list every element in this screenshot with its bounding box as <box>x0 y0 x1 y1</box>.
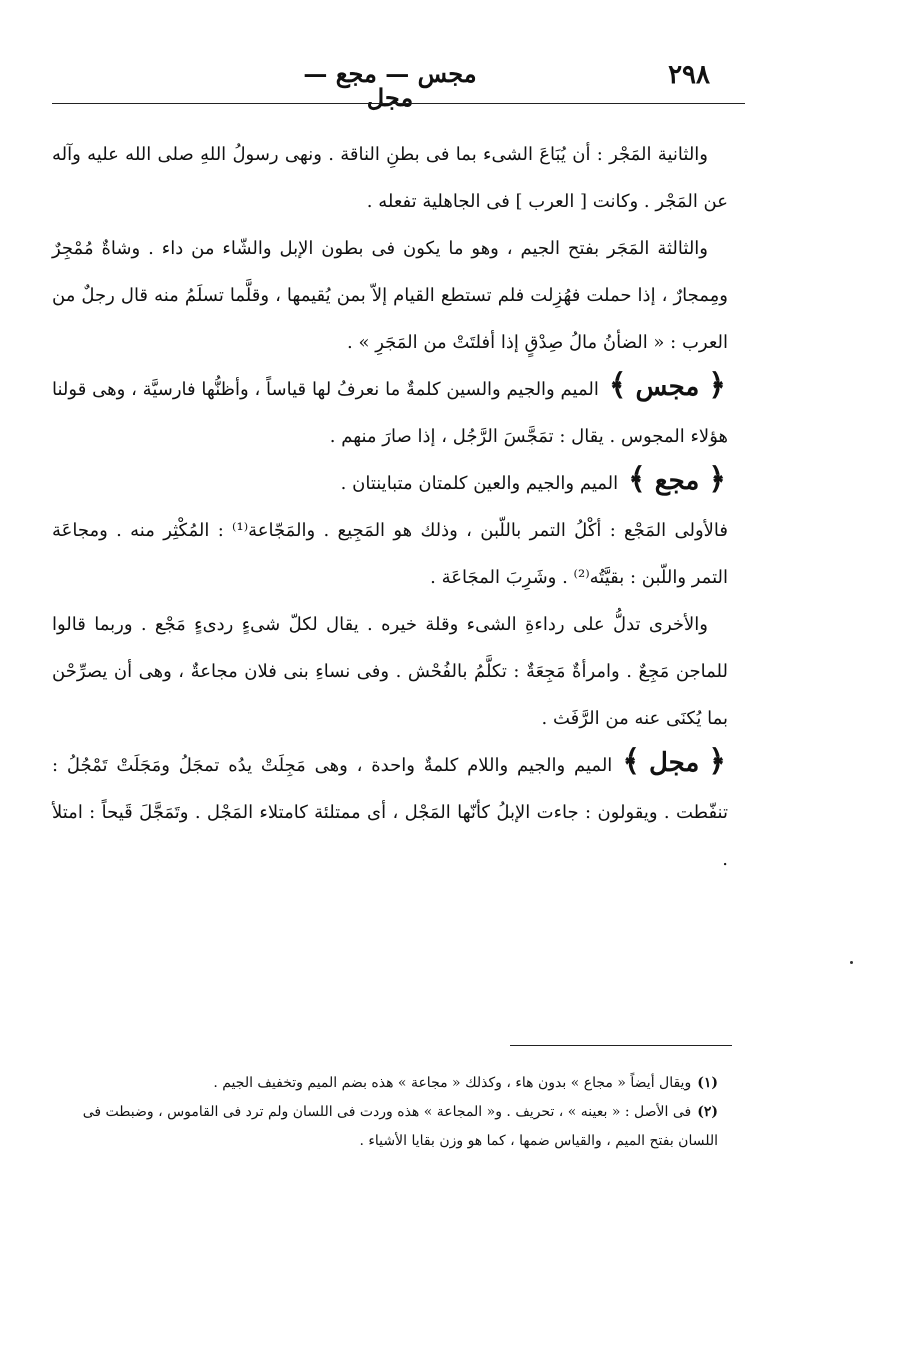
entry-mjs <box>52 366 728 460</box>
header-rule <box>52 103 745 104</box>
entry-headword: ﴿ مجل ﴾ <box>622 744 726 779</box>
footnote <box>52 1098 718 1156</box>
paragraph-text: والثالثة المَجَر بفتح الجيم ، وهو ما يكون فى بطون الإبل والشّاء من داء . وشاةٌ مُمْجِرٌ ومِمجارٌ ، إذا حملت فهُزِلت فلم تستطع القيام إلاّ بمن يُقيمها ، وقلَّما تسلَمُ منه قال رجلٌ من العرب : « الضأنُ مالُ صِدْقٍ إذا أفلتَتْ من المَجَرِ » . <box>52 238 728 353</box>
running-head: مجس — مجع — مجل <box>303 59 477 112</box>
entry-text: الميم والجيم والعين كلمتان متباينتان . <box>340 473 619 494</box>
paragraph-third-meaning <box>52 131 728 225</box>
paragraph-fourth-meaning <box>52 225 728 366</box>
paragraph-second-sense <box>52 601 728 742</box>
ink-speck <box>850 961 853 964</box>
entry-text: الميم والجيم واللام كلمةٌ واحدة ، وهى مَجِلَتْ يدُه تمجَلُ ومَجَلَتْ تَمْجُلُ : تنفّطت . ويقولون : جاءت الإبلُ كأنّها المَجْل ، أى ممتلئة كامتلاء المَجْل . وتَمَجَّلَ قَيحاً : امتلأ . <box>52 755 728 870</box>
entry-mje <box>52 460 728 507</box>
footnote-text: ويقال أيضاً « مجاع » بدون هاء ، وكذلك « مجاعة » هذه بضم الميم وتخفيف الجيم . <box>213 1075 692 1091</box>
entry-text: الميم والجيم والسين كلمةٌ ما نعرفُ لها قياساً ، وأظنُّها فارسيَّة ، وهى قولنا هؤلاء المجوس . يقال : تمَجَّسَ الرَّجُل ، إذا صارَ منهم . <box>52 379 728 447</box>
paragraph-text: والأخرى تدلُّ على رداءةِ الشىء وقلة خيره . يقال لكلّ شىءٍ ردىءٍ مَجْع . وربما قالوا للماجن مَجِعٌ . وامرأةٌ مَجِعَةٌ : تكلَّمُ بالفُحْش . وفى نساءِ بنى فلان مجاعةٌ ، وهى أن يصرِّحْن بما يُكنَى عنه من الرَّفَث . <box>52 614 728 729</box>
page-number: ٢٩٨ <box>668 60 710 90</box>
entry-headword: ﴿ مجع ﴾ <box>628 462 726 497</box>
footnote-rule <box>510 1045 732 1046</box>
paragraph-text: والثانية المَجْر : أن يُبَاعَ الشىء بما فى بطنِ الناقة . ونهى رسولُ اللهِ صلى الله عليه وآله عن المَجْر . وكانت [ العرب ] فى الجاهلية تفعله . <box>52 144 728 212</box>
entry-mjl <box>52 742 728 883</box>
footnote-marker: (١) <box>697 1075 718 1091</box>
footnote-text: فى الأصل : « بعينه » ، تحريف . و« المجاعة » هذه وردت فى اللسان ولم ترد فى القاموس ، وضبطت فى اللسان بفتح الميم ، والقياس ضمها ، كما هو وزن بقايا الأشياء . <box>82 1104 718 1149</box>
paragraph-text: فالأولى المَجْع : أكْلُ التمر باللّبن ، وذلك هو المَجِيع . والمَجّاعة⁽¹⁾ : المُكْثِر منه . ومجاعَة التمر واللّبن : بقيَّتُه⁽²⁾ . وشَرِبَ المجَاعَة . <box>52 520 728 588</box>
footnote <box>52 1069 718 1098</box>
footnotes <box>52 1069 718 1156</box>
entry-headword: ﴿ مجس ﴾ <box>608 368 726 403</box>
footnote-marker: (٢) <box>697 1104 718 1120</box>
paragraph-first-sense <box>52 507 728 601</box>
main-text <box>52 131 728 883</box>
